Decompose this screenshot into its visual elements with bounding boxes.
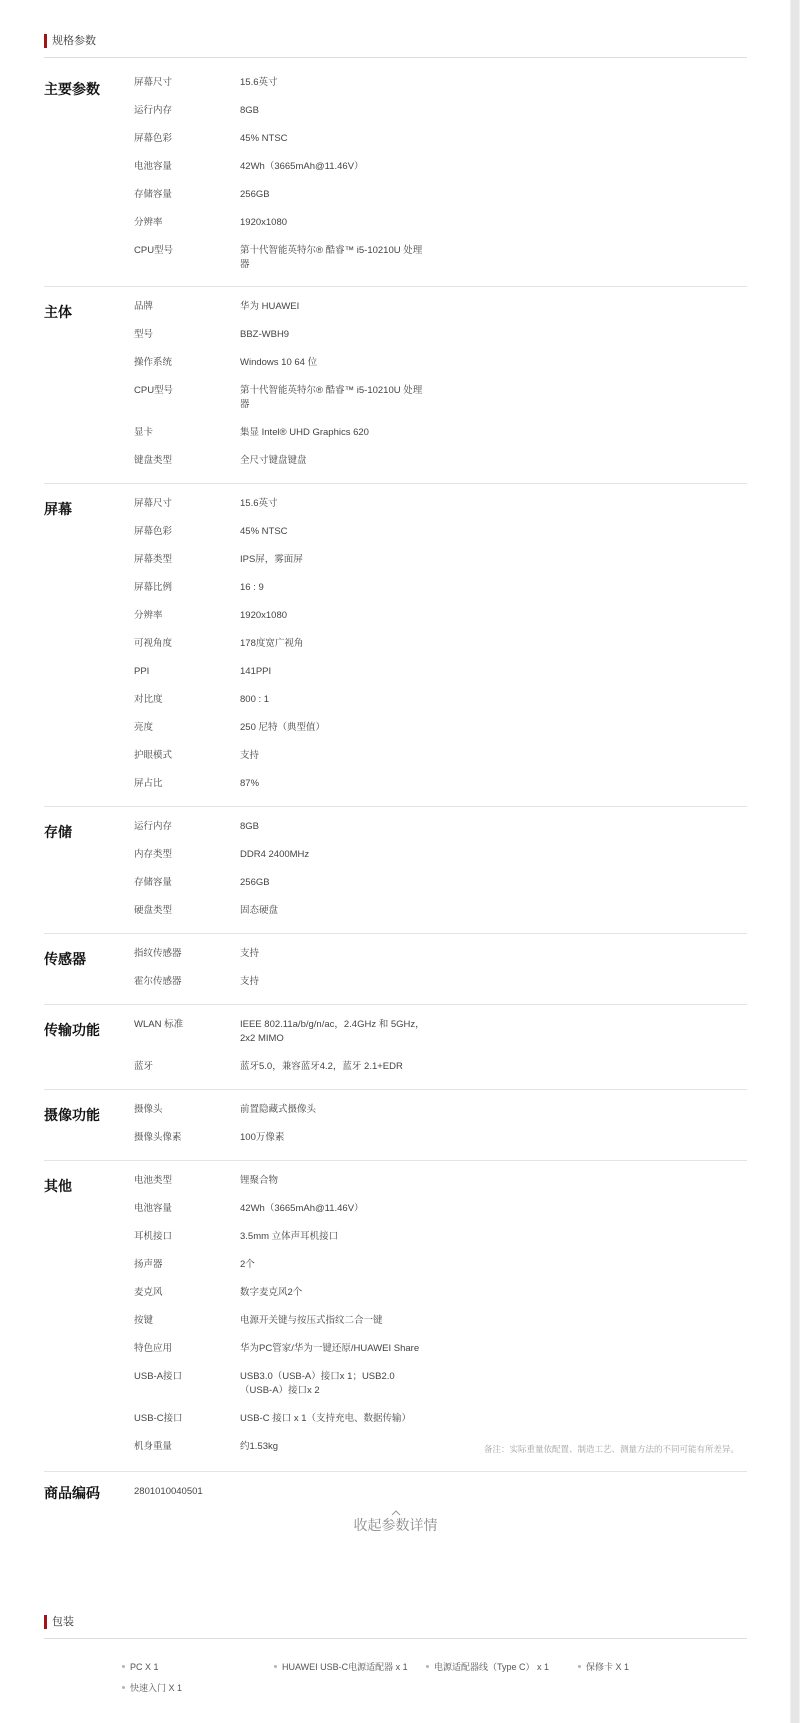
spec-key: 护眼模式 [134, 750, 173, 761]
spec-value: 2个 [240, 1259, 255, 1270]
spec-key: 机身重量 [134, 1441, 173, 1452]
spec-value: 华为 HUAWEI [240, 301, 300, 312]
weight-note: 备注：实际重量依配置、制造工艺、测量方法的不同可能有所差异。 [484, 1444, 740, 1454]
spec-key: 操作系统 [134, 357, 173, 368]
spec-key: 屏幕类型 [134, 554, 173, 565]
spec-value: 第十代智能英特尔® 酷睿™ i5-10210U 处理器 [240, 385, 423, 410]
spec-group-connectivity [44, 1013, 747, 1090]
spec-value: DDR4 2400MHz [240, 849, 310, 860]
spec-value: 15.6英寸 [240, 498, 278, 509]
spec-group-body [44, 295, 747, 484]
spec-key: CPU型号 [134, 245, 174, 256]
spec-value: 支持 [240, 750, 260, 761]
spec-key: 特色应用 [134, 1343, 173, 1354]
spec-key: 电池类型 [134, 1175, 173, 1186]
spec-value: 3.5mm 立体声耳机接口 [240, 1231, 339, 1242]
spec-key: 电池容量 [134, 161, 173, 172]
spec-value: 华为PC管家/华为一键还原/HUAWEI Share [240, 1343, 420, 1354]
spec-key: 存储容量 [134, 877, 173, 888]
spec-value: 87% [240, 778, 260, 789]
spec-key: 扬声器 [134, 1259, 163, 1270]
spec-key: 键盘类型 [134, 455, 173, 466]
spec-value: 1920x1080 [240, 610, 288, 621]
bullet-dot-icon [426, 1665, 429, 1668]
spec-key: 屏占比 [134, 778, 163, 789]
spec-key: 运行内存 [134, 105, 173, 116]
spec-value: 约1.53kg [240, 1441, 279, 1452]
bullet-dot-icon [578, 1665, 581, 1668]
spec-value: 42Wh（3665mAh@11.46V） [240, 161, 364, 172]
spec-key: 蓝牙 [134, 1061, 154, 1072]
spec-key: USB-A接口 [134, 1371, 183, 1382]
spec-key: 摄像头 [134, 1104, 163, 1115]
spec-group-storage [44, 815, 747, 934]
spec-key: 摄像头像素 [134, 1132, 182, 1143]
spec-group-main [44, 72, 747, 287]
section-accent-bar [44, 34, 47, 48]
spec-value: 800 : 1 [240, 694, 270, 705]
spec-value: 8GB [240, 821, 260, 832]
spec-key: 耳机接口 [134, 1231, 173, 1242]
spec-key: 分辨率 [134, 610, 163, 621]
spec-group-screen [44, 492, 747, 807]
group-title: 传感器 [44, 951, 86, 967]
spec-value: 45% NTSC [240, 133, 288, 144]
collapse-specs-button[interactable] [44, 1508, 747, 1534]
spec-key: USB-C接口 [134, 1413, 183, 1424]
spec-value: 固态硬盘 [240, 905, 279, 916]
group-title: 主要参数 [44, 81, 100, 97]
spec-value: Windows 10 64 位 [240, 357, 318, 368]
group-title: 摄像功能 [44, 1107, 100, 1123]
group-title: 屏幕 [44, 501, 72, 517]
spec-value: 250 尼特（典型值） [240, 722, 325, 733]
group-title: 主体 [44, 304, 72, 320]
spec-value: 支持 [240, 976, 260, 987]
bullet-dot-icon [274, 1665, 277, 1668]
spec-value: 锂聚合物 [240, 1175, 279, 1186]
spec-key: 指纹传感器 [134, 948, 182, 959]
spec-key: 屏幕色彩 [134, 526, 173, 537]
spec-value: 178度宽广视角 [240, 638, 304, 649]
spec-key: WLAN 标准 [134, 1019, 184, 1030]
spec-value: 蓝牙5.0，兼容蓝牙4.2，蓝牙 2.1+EDR [240, 1061, 403, 1072]
group-title: 传输功能 [44, 1022, 100, 1038]
spec-value: 100万像素 [240, 1132, 285, 1143]
spec-key: 存储容量 [134, 189, 173, 200]
spec-value: 42Wh（3665mAh@11.46V） [240, 1203, 364, 1214]
package-section-title: 包装 [52, 1616, 74, 1628]
spec-value: 256GB [240, 189, 270, 200]
spec-value: BBZ-WBH9 [240, 329, 290, 340]
spec-key: 屏幕尺寸 [134, 77, 173, 88]
spec-value: 集显 Intel® UHD Graphics 620 [240, 427, 369, 438]
spec-value: 141PPI [240, 666, 272, 677]
page-scrollbar[interactable] [790, 0, 800, 1723]
spec-value: 全尺寸键盘键盘 [240, 455, 307, 466]
spec-key: 屏幕比例 [134, 582, 173, 593]
list-item: HUAWEI USB-C电源适配器 x 1 [274, 1661, 408, 1673]
list-item: 快速入门 X 1 [122, 1682, 182, 1694]
group-title: 存储 [44, 824, 72, 840]
spec-value: IEEE 802.11a/b/g/n/ac，2.4GHz 和 5GHz，2x2 MIMO [240, 1019, 425, 1044]
spec-group-camera [44, 1098, 747, 1161]
collapse-label: 收起参数详情 [353, 1517, 438, 1533]
bullet-dot-icon [122, 1686, 125, 1689]
spec-key: 品牌 [134, 301, 154, 312]
spec-key: 屏幕尺寸 [134, 498, 173, 509]
section-accent-bar [44, 1615, 47, 1629]
spec-value: USB-C 接口 x 1（支持充电、数据传输） [240, 1413, 412, 1424]
list-item: 保修卡 X 1 [578, 1661, 629, 1673]
spec-key: 电池容量 [134, 1203, 173, 1214]
spec-section-title: 规格参数 [52, 35, 96, 47]
spec-value: USB3.0（USB-A）接口x 1；USB2.0（USB-A）接口x 2 [240, 1371, 395, 1396]
spec-value: 数字麦克风2个 [240, 1287, 303, 1298]
product-code-value: 2801010040501 [134, 1486, 203, 1497]
spec-group-other [44, 1169, 747, 1472]
spec-value: 支持 [240, 948, 260, 959]
spec-key: 分辨率 [134, 217, 163, 228]
spec-key: 显卡 [134, 427, 154, 438]
spec-value: 45% NTSC [240, 526, 288, 537]
spec-key: 硬盘类型 [134, 905, 173, 916]
spec-key: 麦克风 [134, 1287, 163, 1298]
list-item: 电源适配器线（Type C） x 1 [426, 1661, 549, 1673]
list-item: PC X 1 [122, 1661, 159, 1673]
spec-key: 可视角度 [134, 638, 173, 649]
spec-value: 第十代智能英特尔® 酷睿™ i5-10210U 处理器 [240, 245, 423, 270]
spec-value: 1920x1080 [240, 217, 288, 228]
spec-key: PPI [134, 666, 150, 677]
spec-value: 前置隐藏式摄像头 [240, 1104, 317, 1115]
spec-key: 型号 [134, 329, 154, 340]
spec-section-header [44, 33, 747, 58]
spec-key: 屏幕色彩 [134, 133, 173, 144]
spec-key: 霍尔传感器 [134, 976, 182, 987]
spec-key: 亮度 [134, 722, 154, 733]
package-section-header [44, 1614, 747, 1639]
spec-value: 16 : 9 [240, 582, 264, 593]
product-code-title: 商品编码 [44, 1485, 100, 1501]
spec-group-sensors [44, 942, 747, 1005]
chevron-up-icon [390, 1508, 402, 1516]
spec-key: CPU型号 [134, 385, 174, 396]
spec-value: 8GB [240, 105, 260, 116]
scrollbar-thumb[interactable] [791, 0, 799, 1723]
spec-value: 256GB [240, 877, 270, 888]
group-title: 其他 [44, 1178, 72, 1194]
bullet-dot-icon [122, 1665, 125, 1668]
spec-value: 电源开关键与按压式指纹二合一键 [240, 1315, 383, 1326]
spec-value: 15.6英寸 [240, 77, 278, 88]
spec-value: IPS屏，雾面屏 [240, 554, 303, 565]
spec-key: 运行内存 [134, 821, 173, 832]
spec-key: 对比度 [134, 694, 163, 705]
spec-key: 内存类型 [134, 849, 173, 860]
spec-key: 按键 [134, 1315, 154, 1326]
